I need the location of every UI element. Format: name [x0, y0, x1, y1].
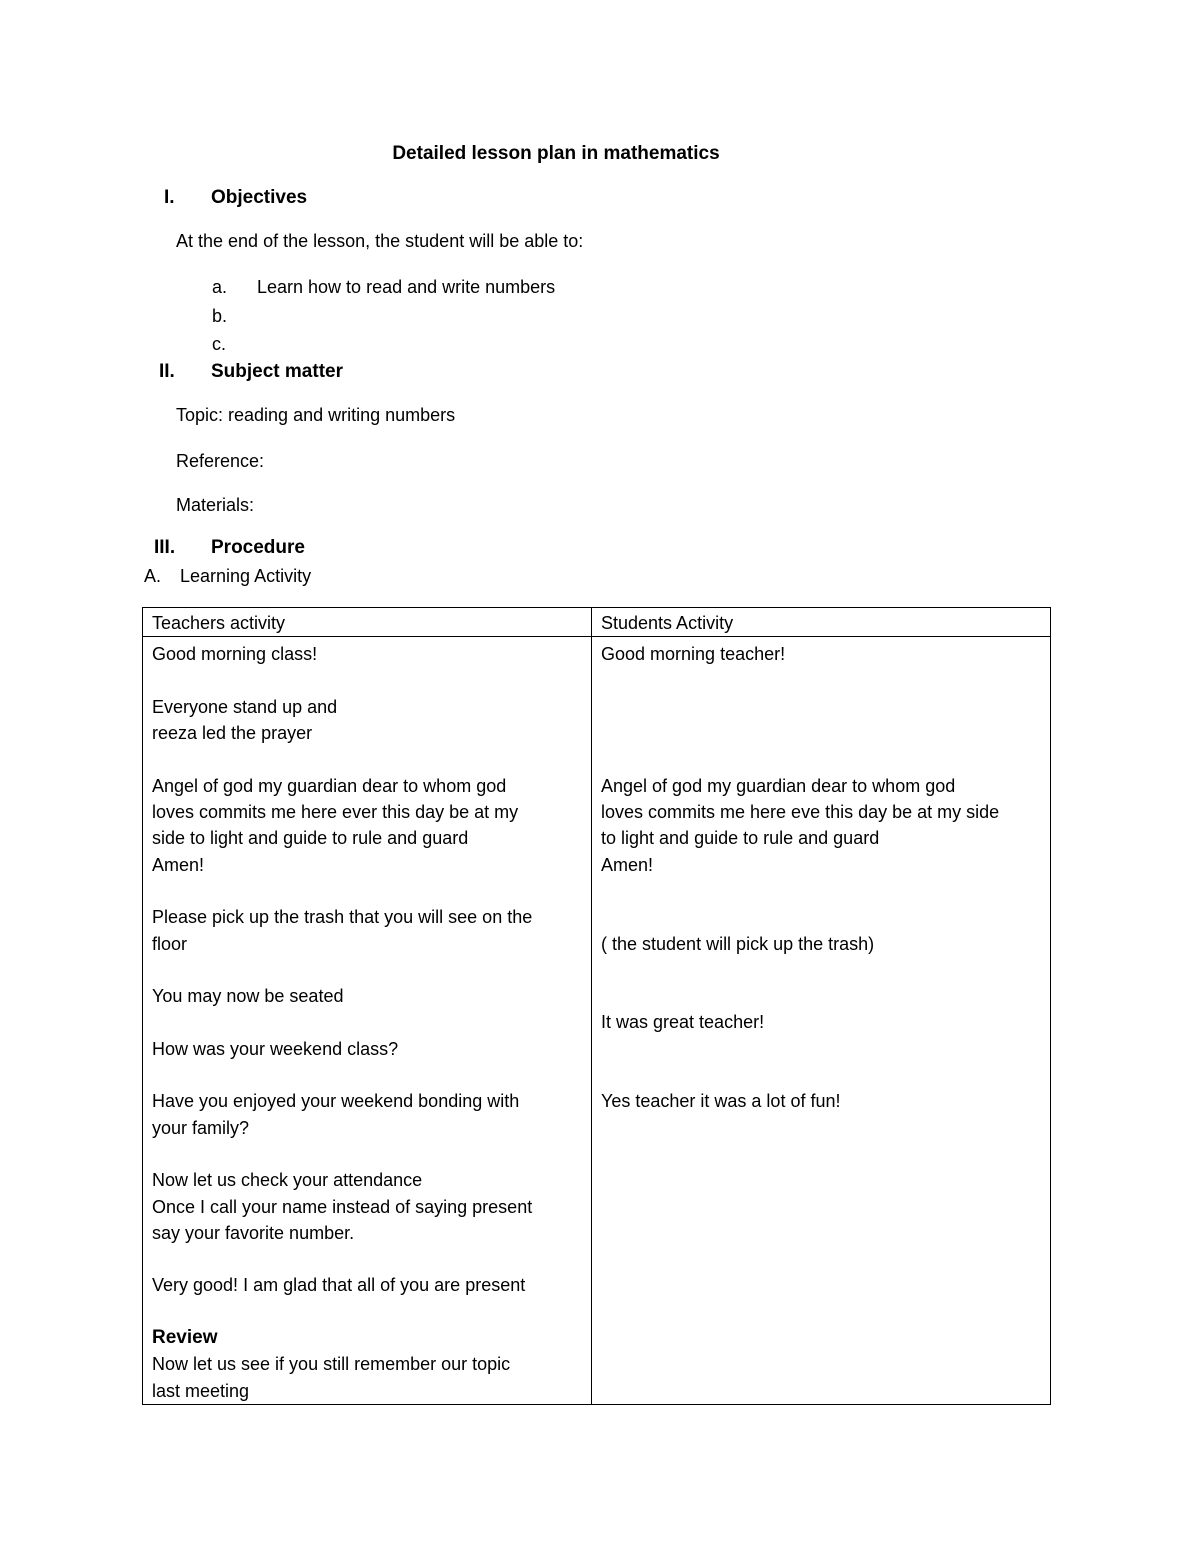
student-line	[601, 668, 1041, 694]
list-text: Learn how to read and write numbers	[257, 277, 556, 297]
teacher-line: Angel of god my guardian dear to whom god	[152, 775, 507, 796]
section-title: Objectives	[211, 187, 308, 208]
teacher-line: Now let us see if you still remember our topic	[152, 1354, 511, 1375]
objectives-intro: At the end of the lesson, the student will be able to:	[176, 231, 584, 251]
teachers-activity-header: Teachers activity	[143, 608, 592, 637]
teacher-line: Once I call your name instead of saying present	[152, 1196, 533, 1217]
student-line: to light and guide to rule and guard	[601, 828, 880, 849]
teacher-line: Amen!	[152, 854, 205, 875]
materials-line: Materials:	[176, 495, 255, 515]
student-line	[601, 746, 1041, 772]
teacher-line	[152, 1009, 582, 1035]
teacher-line: reeza led the prayer	[152, 723, 313, 744]
teacher-line	[152, 1062, 582, 1088]
teacher-line: last meeting	[152, 1380, 250, 1401]
list-letter: c.	[212, 334, 227, 354]
student-line	[601, 878, 1041, 904]
teacher-line	[152, 668, 582, 694]
student-activity-cell	[592, 637, 1051, 1405]
teacher-line	[152, 1246, 582, 1272]
student-line	[601, 694, 1041, 720]
teacher-line: your family?	[152, 1117, 250, 1138]
student-line: Yes teacher it was a lot of fun!	[601, 1091, 841, 1112]
student-line: ( the student will pick up the trash)	[601, 933, 875, 954]
topic-line: Topic: reading and writing numbers	[176, 405, 456, 425]
teacher-line	[152, 957, 582, 983]
teacher-line: Everyone stand up and	[152, 696, 338, 717]
teacher-line: Now let us check your attendance	[152, 1170, 423, 1191]
section-number: III.	[154, 537, 176, 558]
teacher-line: Very good! I am glad that all of you are present	[152, 1275, 526, 1296]
teacher-line: Please pick up the trash that you will see on the	[152, 907, 533, 928]
teacher-line	[152, 878, 582, 904]
student-line: Angel of god my guardian dear to whom god	[601, 775, 956, 796]
activity-table	[142, 607, 1051, 1405]
teacher-line: say your favorite number.	[152, 1222, 355, 1243]
document-title: Detailed lesson plan in mathematics	[392, 143, 720, 164]
section-number: I.	[164, 187, 175, 208]
students-activity-header: Students Activity	[592, 608, 1051, 637]
student-line	[601, 983, 1041, 1009]
student-line	[601, 957, 1041, 983]
sub-title: Learning Activity	[180, 566, 312, 586]
list-letter: b.	[212, 306, 228, 326]
section-title: Procedure	[211, 537, 305, 558]
student-line	[601, 904, 1041, 930]
list-letter: a.	[212, 277, 228, 297]
reference-line: Reference:	[176, 451, 265, 471]
teacher-line: Good morning class!	[152, 644, 318, 665]
teacher-line	[152, 746, 582, 772]
table-header-row	[143, 608, 1051, 637]
teacher-line: floor	[152, 933, 188, 954]
teacher-line: loves commits me here ever this day be at my	[152, 802, 519, 823]
student-line: It was great teacher!	[601, 1012, 765, 1033]
teacher-line: Have you enjoyed your weekend bonding with	[152, 1091, 520, 1112]
teacher-line	[152, 1299, 582, 1325]
review-heading: Review	[152, 1327, 218, 1349]
section-number: II.	[159, 361, 175, 382]
student-line	[601, 1062, 1041, 1088]
student-line: Amen!	[601, 854, 654, 875]
teacher-line	[152, 1141, 582, 1167]
section-title: Subject matter	[211, 361, 343, 382]
teacher-activity-cell	[143, 637, 592, 1405]
table-row	[143, 637, 1051, 1405]
teacher-line: side to light and guide to rule and guard	[152, 828, 469, 849]
student-line: loves commits me here eve this day be at my side	[601, 802, 1000, 823]
student-line	[601, 1036, 1041, 1062]
student-line: Good morning teacher!	[601, 644, 786, 665]
sub-letter: A.	[144, 566, 162, 586]
teacher-line: How was your weekend class?	[152, 1038, 399, 1059]
student-line	[601, 720, 1041, 746]
teacher-line: You may now be seated	[152, 986, 344, 1007]
